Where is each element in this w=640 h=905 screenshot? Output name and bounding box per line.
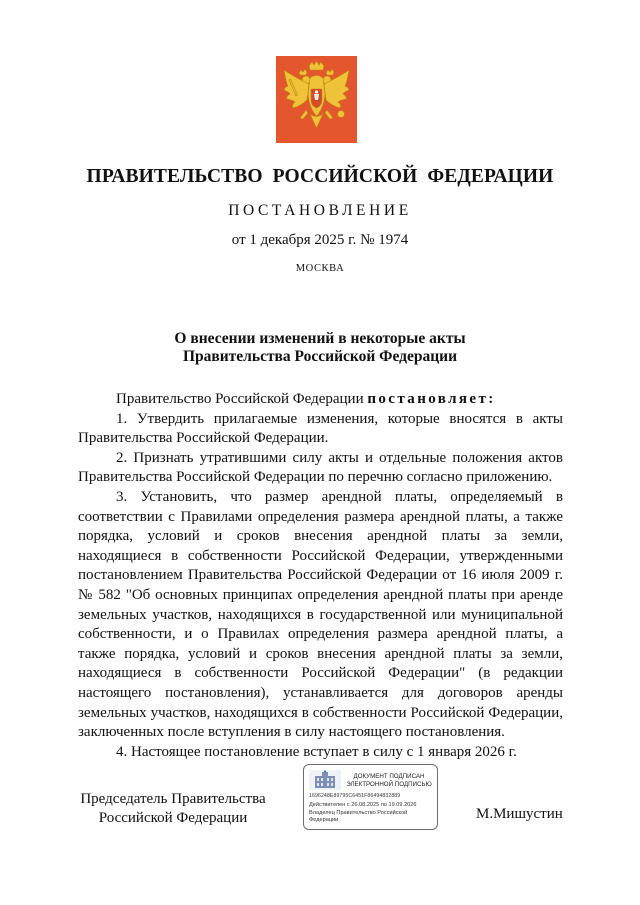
stamp-title-line-2: ЭЛЕКТРОННОЙ ПОДПИСЬЮ bbox=[346, 780, 432, 788]
paragraph-1: 1. Утвердить прилагаемые изменения, которые вносятся в акты Правительства Российской Федерации. bbox=[78, 410, 563, 447]
document-title-line-2: Правительства Российской Федерации bbox=[182, 348, 458, 365]
document-type: ПОСТАНОВЛЕНИЕ bbox=[228, 202, 412, 219]
signatory-position-line-1: Председатель Правительства bbox=[80, 791, 266, 807]
stamp-certificate-serial: 1696248E89795C6451F86494832889 bbox=[309, 793, 401, 799]
intro-text: Правительство Российской Федерации bbox=[116, 391, 368, 407]
government-building-icon bbox=[309, 770, 341, 790]
document-body bbox=[78, 390, 563, 762]
document-title bbox=[0, 330, 640, 366]
coat-of-arms-emblem-icon bbox=[276, 56, 357, 143]
intro-paragraph bbox=[78, 390, 563, 410]
signatory-position bbox=[78, 790, 268, 828]
intro-decree-word: постановляет: bbox=[367, 391, 496, 407]
paragraph-2: 2. Признать утратившими силу акты и отдельные положения актов Правительства Российской Федерации по перечню согласно приложению. bbox=[78, 449, 563, 486]
document-city: МОСКВА bbox=[295, 263, 345, 274]
stamp-title bbox=[344, 773, 434, 788]
document-date-number: от 1 декабря 2025 г. № 1974 bbox=[231, 232, 409, 248]
signatory-name: М.Мишустин bbox=[476, 806, 563, 822]
paragraph-4: 4. Настоящее постановление вступает в силу с 1 января 2026 г. bbox=[116, 743, 517, 760]
stamp-owner: Владелец Правительство Российской Федерации bbox=[309, 810, 408, 823]
signatory-position-line-2: Российской Федерации bbox=[98, 810, 248, 826]
stamp-title-line-1: ДОКУМЕНТ ПОДПИСАН bbox=[353, 773, 425, 780]
document-title-line-1: О внесении изменений в некоторые акты bbox=[174, 330, 466, 347]
electronic-signature-stamp bbox=[303, 764, 438, 830]
stamp-validity: Действителен с 26.08.2025 по 19.09.2026 bbox=[309, 802, 417, 808]
paragraph-3: 3. Установить, что размер арендной платы, определяемый в соответствии с Правилами определения размера арендной платы, а также порядка, условий и сроков внесения арендной платы за земли, находящиеся в собственности Российской Федерации, утвержденными постановлением Правительства Российской Федерации от 16 июля 2009 г. № 582 "Об основных принципах определения арендной платы при аренде земельных участков, находящихся в государственной или муниципальной собственности, и о Правилах определения размера арендной платы, а также порядка, условий и сроков внесения арендной платы за земли, находящиеся в собственности Российской Федерации" (в редакции настоящего постановления), устанавливается для договоров аренды земельных участков, находящихся в собственности Российской Федерации, заключенных после вступления в силу настоящего постановления. bbox=[78, 488, 563, 741]
organization-name: ПРАВИТЕЛЬСТВО РОССИЙСКОЙ ФЕДЕРАЦИИ bbox=[86, 166, 554, 187]
